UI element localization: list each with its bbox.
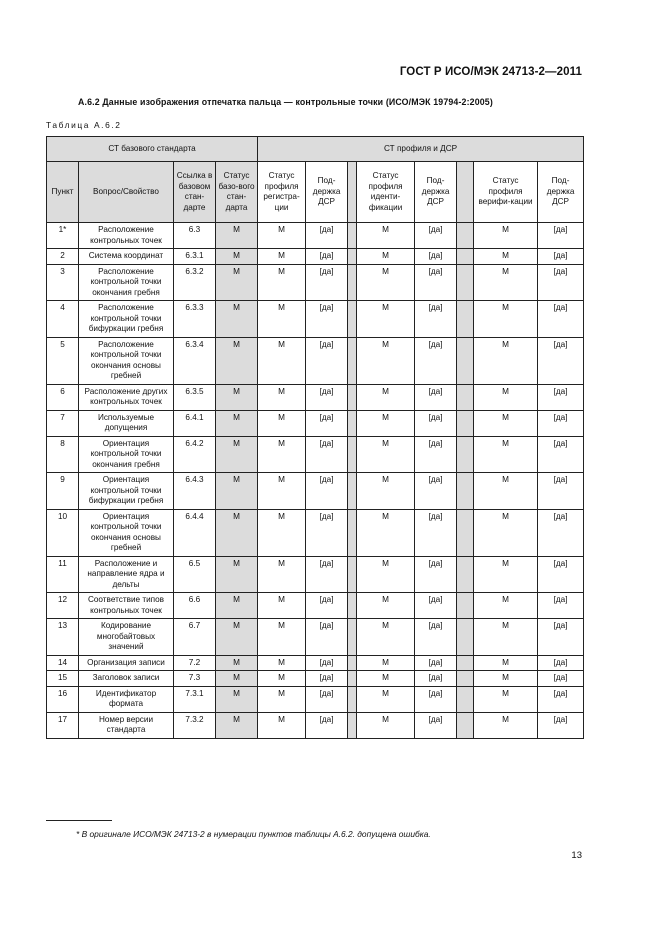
- cell-id-support: [да]: [415, 249, 457, 265]
- cell-ver-support: [да]: [538, 712, 584, 738]
- cell-gap: [457, 337, 474, 384]
- cell-gap: [348, 509, 357, 556]
- cell-status: M: [216, 556, 258, 593]
- cell-question: Расположение контрольных точек: [79, 223, 174, 249]
- cell-ver-support: [да]: [538, 593, 584, 619]
- cell-item: 17: [47, 712, 79, 738]
- cell-id-support: [да]: [415, 384, 457, 410]
- table-row: [47, 556, 584, 593]
- table-row: [47, 436, 584, 473]
- cell-id-status: M: [357, 712, 415, 738]
- cell-item: 12: [47, 593, 79, 619]
- col-header-item: Пункт: [47, 162, 79, 223]
- cell-ver-support: [да]: [538, 473, 584, 510]
- table-row: [47, 593, 584, 619]
- cell-reg-support: [да]: [306, 671, 348, 687]
- cell-ver-support: [да]: [538, 619, 584, 656]
- table-row: [47, 337, 584, 384]
- cell-id-support: [да]: [415, 712, 457, 738]
- col-gap: [348, 162, 357, 223]
- cell-ver-status: M: [474, 686, 538, 712]
- cell-reg-status: M: [258, 593, 306, 619]
- cell-ref: 6.7: [174, 619, 216, 656]
- cell-ver-status: M: [474, 473, 538, 510]
- footnote: * В оригинале ИСО/МЭК 24713-2 в нумерации пунктов таблицы А.6.2. допущена ошибка.: [76, 829, 431, 839]
- cell-ver-status: M: [474, 337, 538, 384]
- cell-item: 9: [47, 473, 79, 510]
- cell-id-support: [да]: [415, 655, 457, 671]
- cell-ver-support: [да]: [538, 264, 584, 301]
- cell-ver-support: [да]: [538, 384, 584, 410]
- cell-ref: 6.4.2: [174, 436, 216, 473]
- cell-item: 1*: [47, 223, 79, 249]
- cell-reg-support: [да]: [306, 593, 348, 619]
- cell-reg-status: M: [258, 384, 306, 410]
- cell-id-status: M: [357, 301, 415, 338]
- cell-id-support: [да]: [415, 671, 457, 687]
- cell-reg-support: [да]: [306, 556, 348, 593]
- cell-gap: [348, 655, 357, 671]
- cell-question: Кодирование многобайтовых значений: [79, 619, 174, 656]
- cell-question: Соответствие типов контрольных точек: [79, 593, 174, 619]
- cell-reg-support: [да]: [306, 712, 348, 738]
- cell-status: M: [216, 509, 258, 556]
- cell-id-status: M: [357, 264, 415, 301]
- cell-ref: 7.3.1: [174, 686, 216, 712]
- cell-item: 13: [47, 619, 79, 656]
- cell-gap: [457, 593, 474, 619]
- table-row: [47, 509, 584, 556]
- cell-gap: [457, 509, 474, 556]
- cell-ver-status: M: [474, 593, 538, 619]
- cell-ver-status: M: [474, 410, 538, 436]
- cell-id-status: M: [357, 671, 415, 687]
- cell-id-support: [да]: [415, 337, 457, 384]
- cell-gap: [457, 436, 474, 473]
- cell-item: 2: [47, 249, 79, 265]
- cell-id-status: M: [357, 509, 415, 556]
- cell-question: Ориентация контрольной точки окончания основы гребней: [79, 509, 174, 556]
- cell-reg-support: [да]: [306, 223, 348, 249]
- cell-reg-support: [да]: [306, 264, 348, 301]
- cell-id-support: [да]: [415, 556, 457, 593]
- cell-question: Расположение контрольной точки окончания гребня: [79, 264, 174, 301]
- cell-id-support: [да]: [415, 473, 457, 510]
- cell-gap: [457, 264, 474, 301]
- cell-id-status: M: [357, 436, 415, 473]
- cell-gap: [348, 556, 357, 593]
- cell-ref: 6.4.3: [174, 473, 216, 510]
- cell-gap: [457, 223, 474, 249]
- cell-status: M: [216, 301, 258, 338]
- cell-ver-support: [да]: [538, 436, 584, 473]
- table-caption: Таблица А.6.2: [46, 120, 122, 130]
- cell-ref: 6.6: [174, 593, 216, 619]
- cell-id-support: [да]: [415, 264, 457, 301]
- cell-reg-status: M: [258, 436, 306, 473]
- cell-status: M: [216, 671, 258, 687]
- table-row: [47, 671, 584, 687]
- cell-id-support: [да]: [415, 593, 457, 619]
- cell-reg-status: M: [258, 264, 306, 301]
- cell-ver-status: M: [474, 671, 538, 687]
- col-header-ver-status: Статус профиля верифи-кации: [474, 162, 538, 223]
- cell-gap: [348, 249, 357, 265]
- cell-reg-support: [да]: [306, 384, 348, 410]
- cell-gap: [348, 619, 357, 656]
- cell-reg-status: M: [258, 619, 306, 656]
- cell-reg-status: M: [258, 712, 306, 738]
- cell-gap: [348, 384, 357, 410]
- cell-gap: [348, 223, 357, 249]
- footnote-divider: [46, 820, 112, 821]
- cell-reg-support: [да]: [306, 655, 348, 671]
- cell-question: Заголовок записи: [79, 671, 174, 687]
- cell-id-status: M: [357, 593, 415, 619]
- cell-status: M: [216, 410, 258, 436]
- cell-ref: 6.4.4: [174, 509, 216, 556]
- cell-id-status: M: [357, 223, 415, 249]
- cell-item: 14: [47, 655, 79, 671]
- cell-id-status: M: [357, 249, 415, 265]
- cell-reg-support: [да]: [306, 249, 348, 265]
- cell-gap: [457, 712, 474, 738]
- cell-id-support: [да]: [415, 223, 457, 249]
- cell-ver-status: M: [474, 655, 538, 671]
- cell-status: M: [216, 223, 258, 249]
- cell-gap: [457, 671, 474, 687]
- table-row: [47, 410, 584, 436]
- cell-ver-status: M: [474, 619, 538, 656]
- cell-ref: 6.3: [174, 223, 216, 249]
- cell-reg-support: [да]: [306, 410, 348, 436]
- cell-gap: [348, 712, 357, 738]
- col-header-reg-support: Под-держка ДСР: [306, 162, 348, 223]
- cell-reg-support: [да]: [306, 436, 348, 473]
- cell-gap: [457, 410, 474, 436]
- cell-reg-status: M: [258, 301, 306, 338]
- cell-reg-status: M: [258, 509, 306, 556]
- cell-gap: [348, 473, 357, 510]
- cell-question: Расположение и направление ядра и дельты: [79, 556, 174, 593]
- cell-status: M: [216, 384, 258, 410]
- cell-ref: 6.3.4: [174, 337, 216, 384]
- cell-ver-support: [да]: [538, 337, 584, 384]
- cell-question: Расположение контрольной точки окончания основы гребней: [79, 337, 174, 384]
- cell-question: Система координат: [79, 249, 174, 265]
- cell-ref: 6.4.1: [174, 410, 216, 436]
- col-header-ver-support: Под-держка ДСР: [538, 162, 584, 223]
- cell-id-support: [да]: [415, 686, 457, 712]
- table-row: [47, 712, 584, 738]
- cell-status: M: [216, 473, 258, 510]
- cell-item: 3: [47, 264, 79, 301]
- table-row: [47, 249, 584, 265]
- cell-item: 16: [47, 686, 79, 712]
- cell-ref: 6.3.5: [174, 384, 216, 410]
- cell-id-status: M: [357, 686, 415, 712]
- col-header-status: Статус базо-вого стан-дарта: [216, 162, 258, 223]
- cell-ref: 6.3.2: [174, 264, 216, 301]
- group-header-profile: СТ профиля и ДСР: [258, 137, 584, 162]
- cell-ref: 6.3.3: [174, 301, 216, 338]
- cell-gap: [457, 384, 474, 410]
- cell-reg-support: [да]: [306, 686, 348, 712]
- cell-reg-status: M: [258, 410, 306, 436]
- cell-gap: [348, 593, 357, 619]
- table-row: [47, 619, 584, 656]
- cell-question: Расположение контрольной точки бифуркации гребня: [79, 301, 174, 338]
- cell-status: M: [216, 686, 258, 712]
- cell-ver-status: M: [474, 509, 538, 556]
- cell-gap: [457, 301, 474, 338]
- cell-id-support: [да]: [415, 301, 457, 338]
- cell-gap: [348, 410, 357, 436]
- cell-question: Ориентация контрольной точки бифуркации гребня: [79, 473, 174, 510]
- cell-item: 15: [47, 671, 79, 687]
- table-row: [47, 384, 584, 410]
- cell-status: M: [216, 337, 258, 384]
- cell-item: 4: [47, 301, 79, 338]
- cell-reg-status: M: [258, 686, 306, 712]
- cell-gap: [348, 671, 357, 687]
- cell-status: M: [216, 619, 258, 656]
- cell-gap: [457, 473, 474, 510]
- cell-gap: [348, 337, 357, 384]
- cell-item: 7: [47, 410, 79, 436]
- col-gap: [457, 162, 474, 223]
- cell-ver-status: M: [474, 301, 538, 338]
- cell-ver-support: [да]: [538, 249, 584, 265]
- cell-id-status: M: [357, 337, 415, 384]
- cell-reg-support: [да]: [306, 337, 348, 384]
- cell-id-support: [да]: [415, 436, 457, 473]
- cell-question: Организация записи: [79, 655, 174, 671]
- table-row: [47, 264, 584, 301]
- cell-status: M: [216, 593, 258, 619]
- cell-ref: 7.3.2: [174, 712, 216, 738]
- cell-status: M: [216, 436, 258, 473]
- cell-ref: 6.3.1: [174, 249, 216, 265]
- conformance-table: [46, 136, 584, 739]
- cell-item: 6: [47, 384, 79, 410]
- cell-question: Используемые допущения: [79, 410, 174, 436]
- table-row: [47, 301, 584, 338]
- cell-id-support: [да]: [415, 410, 457, 436]
- cell-id-support: [да]: [415, 619, 457, 656]
- cell-question: Ориентация контрольной точки окончания гребня: [79, 436, 174, 473]
- cell-ver-status: M: [474, 223, 538, 249]
- cell-ver-support: [да]: [538, 509, 584, 556]
- cell-id-status: M: [357, 384, 415, 410]
- cell-ver-support: [да]: [538, 556, 584, 593]
- cell-question: Расположение других контрольных точек: [79, 384, 174, 410]
- cell-gap: [348, 686, 357, 712]
- cell-id-support: [да]: [415, 509, 457, 556]
- cell-ver-support: [да]: [538, 223, 584, 249]
- cell-reg-status: M: [258, 556, 306, 593]
- cell-gap: [457, 686, 474, 712]
- cell-ver-status: M: [474, 384, 538, 410]
- cell-status: M: [216, 655, 258, 671]
- table-row: [47, 655, 584, 671]
- cell-ver-status: M: [474, 249, 538, 265]
- cell-gap: [348, 301, 357, 338]
- cell-status: M: [216, 712, 258, 738]
- cell-ver-support: [да]: [538, 301, 584, 338]
- cell-id-status: M: [357, 619, 415, 656]
- cell-gap: [457, 619, 474, 656]
- section-title: А.6.2 Данные изображения отпечатка пальца — контрольные точки (ИСО/МЭК 19794-2:2005): [78, 97, 493, 107]
- cell-status: M: [216, 249, 258, 265]
- cell-reg-status: M: [258, 337, 306, 384]
- cell-ref: 7.3: [174, 671, 216, 687]
- cell-ver-support: [да]: [538, 655, 584, 671]
- cell-id-status: M: [357, 655, 415, 671]
- standard-header: ГОСТ Р ИСО/МЭК 24713-2—2011: [399, 66, 582, 78]
- cell-ver-status: M: [474, 556, 538, 593]
- cell-ver-status: M: [474, 436, 538, 473]
- cell-reg-status: M: [258, 671, 306, 687]
- col-header-reg-status: Статус профиля регистра-ции: [258, 162, 306, 223]
- cell-status: M: [216, 264, 258, 301]
- cell-reg-support: [да]: [306, 509, 348, 556]
- cell-reg-support: [да]: [306, 473, 348, 510]
- cell-item: 5: [47, 337, 79, 384]
- cell-ver-status: M: [474, 712, 538, 738]
- table-row: [47, 686, 584, 712]
- cell-ver-support: [да]: [538, 686, 584, 712]
- cell-reg-status: M: [258, 473, 306, 510]
- col-header-question: Вопрос/Свойство: [79, 162, 174, 223]
- table-body: [47, 223, 584, 739]
- cell-reg-status: M: [258, 655, 306, 671]
- cell-gap: [348, 264, 357, 301]
- cell-reg-support: [да]: [306, 619, 348, 656]
- cell-id-status: M: [357, 473, 415, 510]
- cell-ver-support: [да]: [538, 671, 584, 687]
- table-row: [47, 473, 584, 510]
- table-row: [47, 223, 584, 249]
- page-number: 13: [571, 850, 582, 861]
- cell-gap: [348, 436, 357, 473]
- cell-reg-support: [да]: [306, 301, 348, 338]
- cell-id-status: M: [357, 410, 415, 436]
- cell-ver-status: M: [474, 264, 538, 301]
- cell-gap: [457, 249, 474, 265]
- cell-ref: 6.5: [174, 556, 216, 593]
- cell-question: Идентификатор формата: [79, 686, 174, 712]
- cell-gap: [457, 655, 474, 671]
- col-header-id-support: Под-держка ДСР: [415, 162, 457, 223]
- cell-gap: [457, 556, 474, 593]
- cell-item: 10: [47, 509, 79, 556]
- group-header-base: СТ базового стандарта: [47, 137, 258, 162]
- col-header-ref: Ссылка в базовом стан-дарте: [174, 162, 216, 223]
- cell-ver-support: [да]: [538, 410, 584, 436]
- col-header-id-status: Статус профиля иденти-фикации: [357, 162, 415, 223]
- cell-question: Номер версии стандарта: [79, 712, 174, 738]
- cell-item: 11: [47, 556, 79, 593]
- cell-ref: 7.2: [174, 655, 216, 671]
- cell-id-status: M: [357, 556, 415, 593]
- cell-reg-status: M: [258, 223, 306, 249]
- cell-item: 8: [47, 436, 79, 473]
- cell-reg-status: M: [258, 249, 306, 265]
